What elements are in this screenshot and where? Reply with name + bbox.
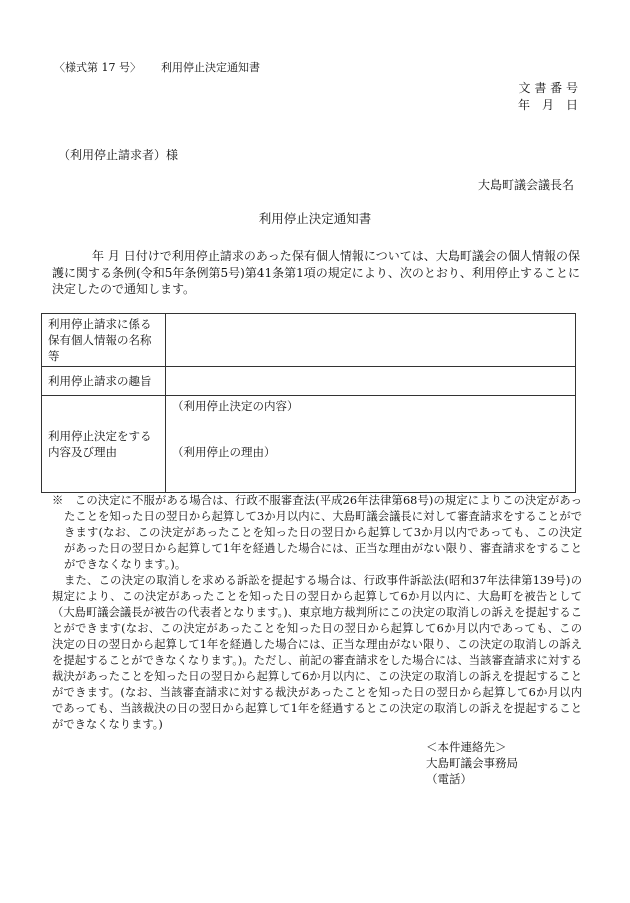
row-value-decision-content xyxy=(166,396,576,493)
form-header xyxy=(54,59,260,75)
decision-content-sublabel: （利用停止決定の内容） xyxy=(172,399,299,413)
document-number-label: 文 書 番 号 xyxy=(518,81,578,95)
notes xyxy=(52,493,582,733)
row-value-request-purpose xyxy=(166,367,576,396)
note-appeal: ※ この決定に不服がある場合は、行政不服審査法(平成26年法律第68号)の規定によりこの決定があったことを知った日の翌日から起算して3か月以内に、大島町議会議長に対して審査請求をすることができます(なお、この決定があったことを知った日の翌日から起算して3か月以内であっても、この決定があった日の翌日から起算して1年を経過した場合には、正当な理由がない限り、審査請求をすることができなくなります。)。 xyxy=(52,494,582,571)
row-label-info-name: 利用停止請求に係る保有個人情報の名称等 xyxy=(42,314,166,367)
table-row xyxy=(42,367,576,396)
decision-table xyxy=(41,313,576,493)
table-row xyxy=(42,396,576,493)
row-label-decision-content: 利用停止決定をする内容及び理由 xyxy=(42,396,166,493)
contact-block xyxy=(426,739,518,787)
row-label-request-purpose: 利用停止請求の趣旨 xyxy=(42,367,166,396)
form-number: 〈様式第 17 号〉 xyxy=(54,61,141,74)
date-label: 年 月 日 xyxy=(517,98,578,112)
row-value-info-name xyxy=(166,314,576,367)
contact-office: 大島町議会事務局 xyxy=(426,756,518,770)
intro-paragraph: 年 月 日付けで利用停止請求のあった保有個人情報については、大島町議会の個人情報の保護に関する条例(令和5年条例第5号)第41条第1項の規定により、次のとおり、利用停止することに決定したので通知します。 xyxy=(52,249,580,296)
sender: 大島町議会議長名 xyxy=(477,178,574,192)
recipient: （利用停止請求者）様 xyxy=(58,148,179,162)
document-title: 利用停止決定通知書 xyxy=(258,211,372,226)
document-number-block xyxy=(518,80,578,114)
contact-phone: （電話） xyxy=(426,772,472,786)
contact-heading: ＜本件連絡先＞ xyxy=(426,740,507,754)
decision-reason-sublabel: （利用停止の理由） xyxy=(172,445,276,459)
note-lawsuit: また、この決定の取消しを求める訴訟を提起する場合は、行政事件訴訟法(昭和37年法律第139号)の規定により、この決定があったことを知った日の翌日から起算して6か月以内に、大島町を被告として（大島町議会議長が被告の代表者となります。)、東京地方裁判所にこの決定の取消しの訴えを提起することができます(なお、この決定があったことを知った日の翌日から起算して6か月以内であっても、この決定の日の翌日から起算して1年を経過した場合には、正当な理由がない限り、この決定の取消しの訴えを提起することができなくなります。)。ただし、前記の審査請求をした場合には、当該審査請求に対する裁決があったことを知った日の翌日から起算して6か月以内に、この決定の取消しの訴えを提起することができます。(なお、当該審査請求に対する裁決があったことを知った日の翌日から起算して6か月以内であっても、当該裁決の日の翌日から起算して1年を経過するとこの決定の取消しの訴えを提起することができなくなります。) xyxy=(52,574,582,731)
form-title-small: 利用停止決定通知書 xyxy=(161,61,260,74)
table-row xyxy=(42,314,576,367)
